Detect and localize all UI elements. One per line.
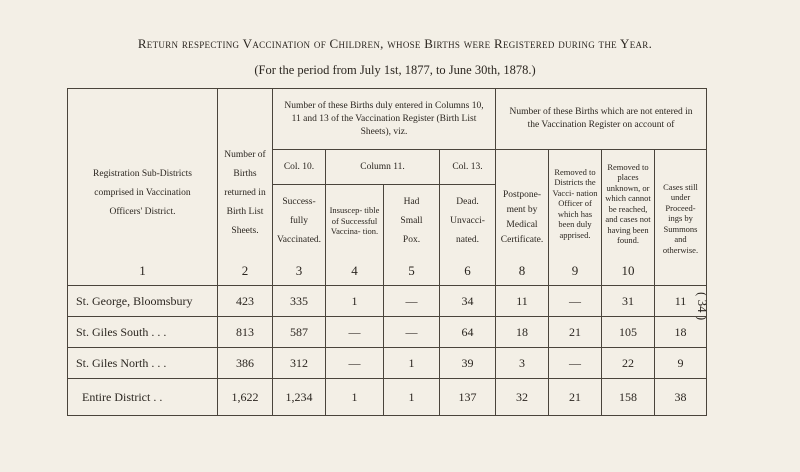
subdistrict-name: St. Giles South . . . (68, 317, 218, 348)
header-entered-group: Number of these Births duly entered in Columns 10, 11 and 13 of the Vaccination Register (Birth List Sheets), viz. (273, 89, 496, 150)
cell-postponement: 11 (496, 286, 549, 317)
total-row (68, 379, 707, 416)
header-insusceptible: Insuscep- tible of Successful Vaccina- tion. (326, 185, 384, 258)
cell-insusceptible: 1 (326, 379, 384, 416)
cell-removed-unknown: 22 (602, 348, 655, 379)
cell-removed-unknown: 31 (602, 286, 655, 317)
cell-removed-districts: — (549, 348, 602, 379)
header-dead: Dead. Unvacci- nated. (440, 185, 496, 258)
column-number: 9 (549, 257, 602, 286)
table-row (68, 286, 707, 317)
header-postponement: Postpone- ment by Medical Certificate. (496, 150, 549, 258)
cell-removed-districts: — (549, 286, 602, 317)
cell-summons: 18 (655, 317, 707, 348)
cell-removed-unknown: 105 (602, 317, 655, 348)
cell-postponement: 18 (496, 317, 549, 348)
header-subdistricts: Registration Sub-Districts comprised in Vaccination Officers' District. (68, 89, 218, 258)
column-number: 4 (326, 257, 384, 286)
cell-smallpox: — (384, 286, 440, 317)
cell-births: 813 (218, 317, 273, 348)
cell-births: 1,622 (218, 379, 273, 416)
header-col11: Column 11. (326, 150, 440, 185)
cell-insusceptible: 1 (326, 286, 384, 317)
cell-smallpox: 1 (384, 379, 440, 416)
cell-dead: 137 (440, 379, 496, 416)
page-title: Return respecting Vaccination of Children, whose Births were Registered during the Year. (137, 36, 653, 51)
table-row (68, 348, 707, 379)
column-number: 10 (602, 257, 655, 286)
header-col10: Col. 10. (273, 150, 326, 185)
cell-removed-districts: 21 (549, 379, 602, 416)
subdistrict-name: St. George, Bloomsbury (68, 286, 218, 317)
cell-births: 423 (218, 286, 273, 317)
cell-vaccinated: 312 (273, 348, 326, 379)
table-row (68, 317, 707, 348)
cell-summons: 9 (655, 348, 707, 379)
header-not-entered-group: Number of these Births which are not entered in the Vaccination Register on account of (496, 89, 707, 150)
total-label: Entire District . . (68, 379, 218, 416)
cell-postponement: 3 (496, 348, 549, 379)
header-smallpox: Had Small Pox. (384, 185, 440, 258)
column-number: 2 (218, 257, 273, 286)
page-number: ( 34 ) (695, 292, 710, 321)
header-removed-unknown: Removed to places unknown, or which cannot be reached, and cases not having been found. (602, 150, 655, 258)
cell-smallpox: 1 (384, 348, 440, 379)
column-number: 8 (496, 257, 549, 286)
cell-summons: 38 (655, 379, 707, 416)
subdistrict-name: St. Giles North . . . (68, 348, 218, 379)
column-number: 1 (68, 257, 218, 286)
cell-vaccinated: 587 (273, 317, 326, 348)
cell-removed-districts: 21 (549, 317, 602, 348)
cell-postponement: 32 (496, 379, 549, 416)
column-number: 5 (384, 257, 440, 286)
cell-dead: 34 (440, 286, 496, 317)
cell-vaccinated: 335 (273, 286, 326, 317)
cell-vaccinated: 1,234 (273, 379, 326, 416)
vaccination-return-table (67, 88, 707, 416)
cell-insusceptible: — (326, 317, 384, 348)
cell-removed-unknown: 158 (602, 379, 655, 416)
page-subtitle: (For the period from July 1st, 1877, to June 30th, 1878.) (254, 63, 536, 77)
cell-dead: 39 (440, 348, 496, 379)
column-number: 3 (273, 257, 326, 286)
cell-summons: 11 (655, 286, 707, 317)
header-vaccinated: Success- fully Vaccinated. (273, 185, 326, 258)
header-births: Number of Births returned in Birth List Sheets. (218, 89, 273, 258)
cell-dead: 64 (440, 317, 496, 348)
cell-insusceptible: — (326, 348, 384, 379)
header-summons: Cases still under Proceed- ings by Summons and otherwise. (655, 150, 707, 258)
cell-births: 386 (218, 348, 273, 379)
cell-smallpox: — (384, 317, 440, 348)
header-removed-districts: Removed to Districts the Vacci- nation Officer of which has been duly apprised. (549, 150, 602, 258)
column-number: 6 (440, 257, 496, 286)
header-col13: Col. 13. (440, 150, 496, 185)
